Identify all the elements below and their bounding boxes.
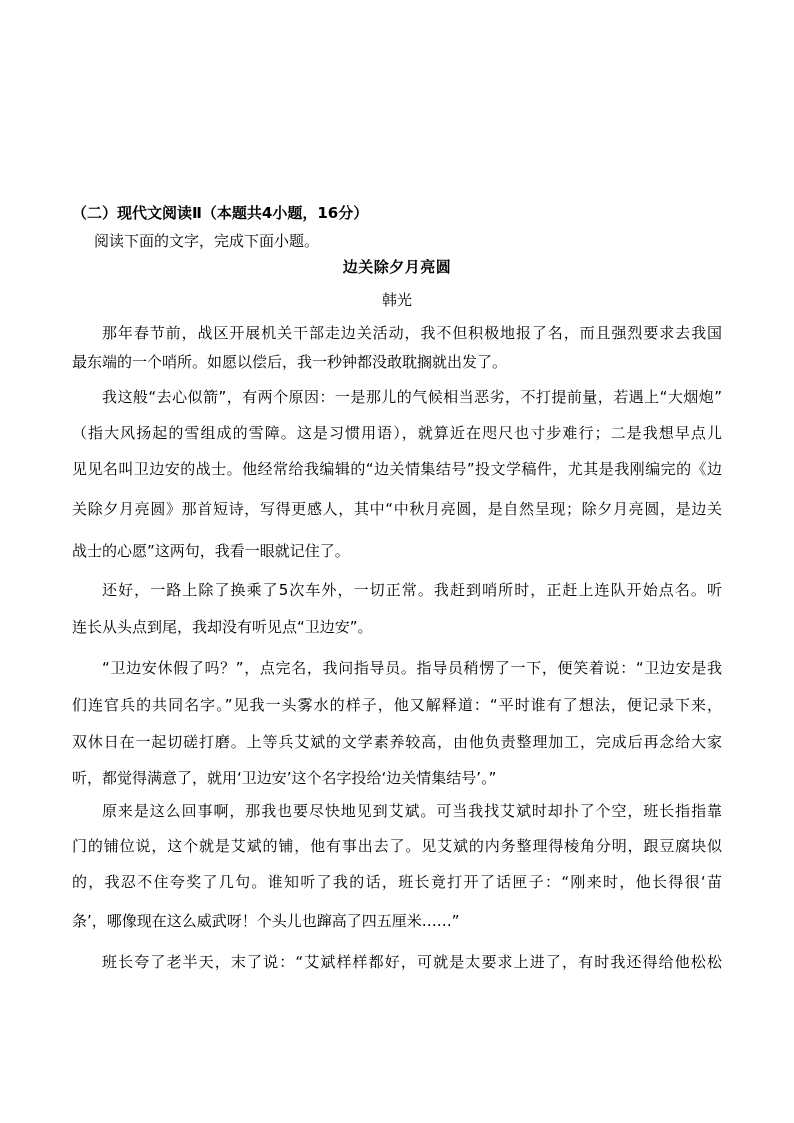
article-line: 关除夕月亮圆》那首短诗，写得更感人，其中“中秋月亮圆，是自然呈现；除夕月亮圆，是边关 (72, 500, 722, 518)
reading-instruction: 阅读下面的文字，完成下面小题。 (94, 232, 320, 250)
article-line: 那年春节前，战区开展机关干部走边关活动，我不但积极地报了名，而且强烈要求去我国 (102, 324, 722, 342)
article-line: 的，我忍不住夸奖了几句。谁知听了我的话，班长竟打开了话匣子：“刚来时，他长得很‘苗 (72, 873, 722, 891)
article-title: 边关除夕月亮圆 (342, 258, 452, 276)
article-line: （指大风扬起的雪组成的雪障。这是习惯用语），就算近在咫尺也寸步难行；二是我想早点儿 (72, 424, 722, 442)
article-line: 条’，哪像现在这么威武呀！个头儿也蹿高了四五厘米……” (72, 912, 460, 930)
article-line: 见见名叫卫边安的战士。他经常给我编辑的“边关情集结号”投文学稿件，尤其是我刚编完的《边 (72, 460, 722, 478)
article-line: 最东端的一个哨所。如愿以偿后，我一秒钟都没敢耽搁就出发了。 (72, 353, 508, 371)
article-line: “卫边安休假了吗？”，点完名，我问指导员。指导员稍愣了一下，便笑着说：“卫边安是我 (102, 659, 722, 677)
article-line: 原来是这么回事啊，那我也要尽快地见到艾斌。可当我找艾斌时却扑了个空，班长指指靠 (102, 802, 722, 820)
article-line: 门的铺位说，这个就是艾斌的铺，他有事出去了。见艾斌的内务整理得棱角分明，跟豆腐块似 (72, 837, 722, 855)
article-author: 韩光 (381, 291, 412, 309)
section-heading: （二）现代文阅读Ⅱ（本题共4小题，16分） (72, 204, 369, 222)
article-line: 连长从头点到尾，我却没有听见点“卫边安”。 (72, 618, 373, 636)
article-line: 双休日在一起切磋打磨。上等兵艾斌的文学素养较高，由他负责整理加工，完成后再念给大家 (72, 733, 722, 751)
article-line: 战士的心愿”这两句，我看一眼就记住了。 (72, 542, 350, 560)
article-line: 班长夸了老半天，末了说：“艾斌样样都好，可就是太要求上进了，有时我还得给他松松 (102, 953, 722, 971)
article-line: 们连官兵的共同名字。”见我一头雾水的样子，他又解释道：“平时谁有了想法，便记录下来， (72, 696, 722, 714)
article-line: 我这般“去心似箭”，有两个原因：一是那儿的气候相当恶劣，不打提前量，若遇上“大烟炮” (102, 388, 722, 406)
article-line: 还好，一路上除了换乘了5次车外，一切正常。我赶到哨所时，正赶上连队开始点名。听 (102, 581, 722, 599)
article-line: 听，都觉得满意了，就用‘卫边安’这个名字投给‘边关情集结号’。” (72, 769, 497, 787)
